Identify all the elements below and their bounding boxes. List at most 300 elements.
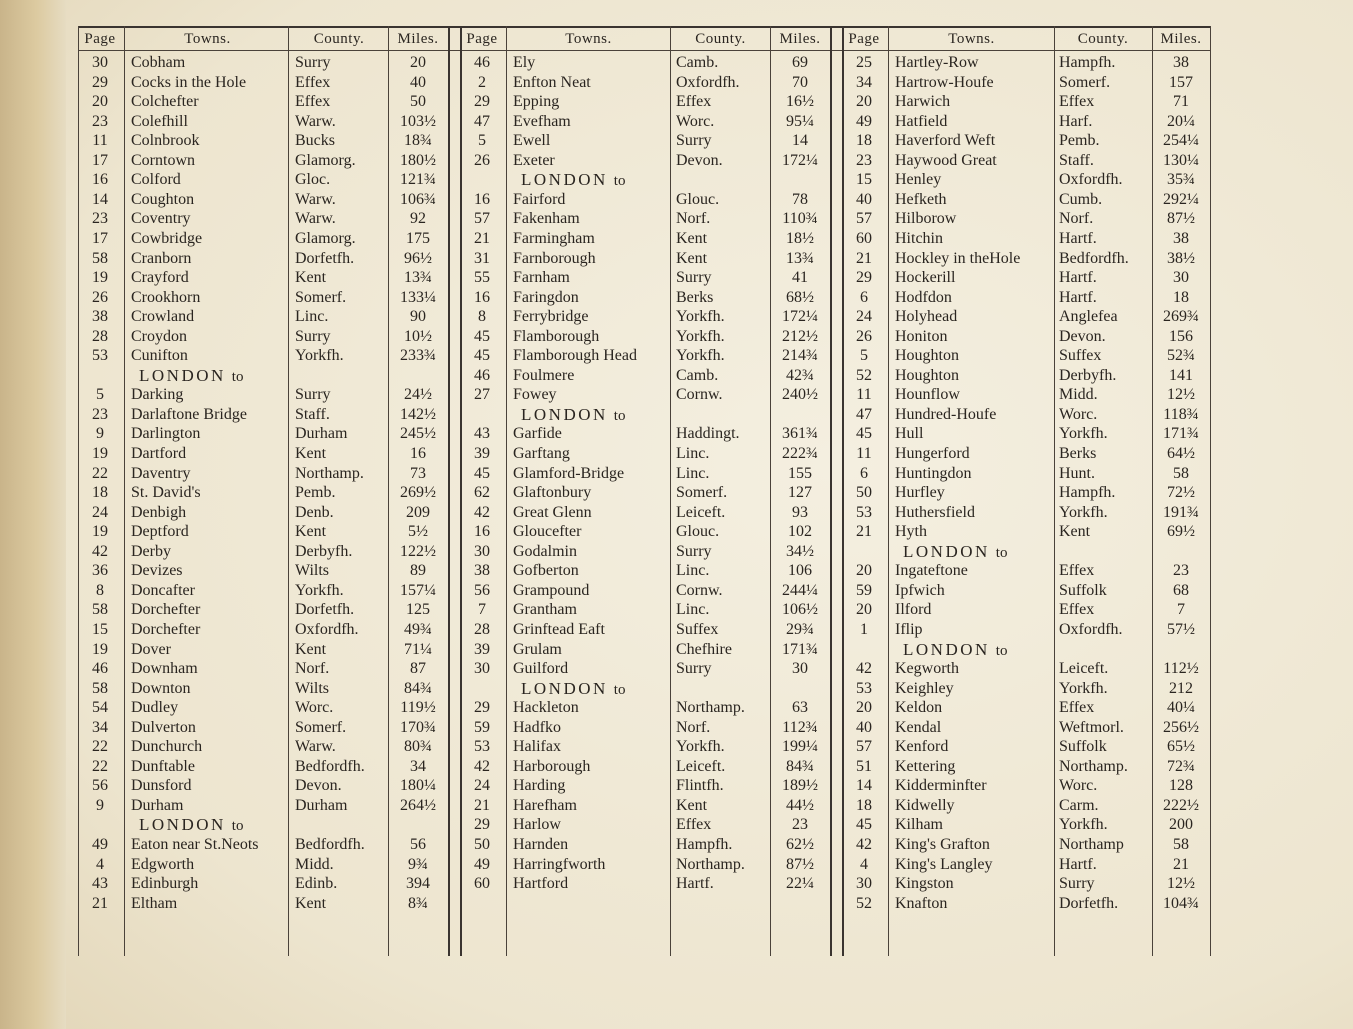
page-number: 30 — [474, 660, 490, 678]
county-name: Hunt. — [1059, 464, 1095, 482]
miles-value: 71 — [1173, 93, 1189, 111]
town-name: Grampound — [513, 581, 590, 599]
town-name: Epping — [513, 93, 560, 111]
miles-value: 21 — [1173, 855, 1189, 873]
page-number: 1 — [860, 620, 868, 638]
town-name: Kilham — [895, 816, 943, 834]
page-number: 52 — [856, 366, 872, 384]
miles-value: 200 — [1169, 816, 1193, 834]
miles-value: 112¾ — [782, 718, 818, 736]
page-number: 50 — [856, 484, 872, 502]
county-name: Wilts — [295, 562, 330, 580]
column-header-towns: Towns. — [565, 31, 612, 47]
table-row — [0, 73, 1353, 93]
miles-value: 65½ — [1167, 738, 1195, 756]
county-name: Linc. — [676, 601, 710, 619]
page-number: 39 — [474, 445, 490, 462]
table-row — [0, 855, 1353, 875]
county-name: Kent — [676, 249, 708, 267]
county-name: Kent — [1059, 523, 1091, 541]
miles-value: 80¾ — [404, 738, 432, 756]
county-name: Devon. — [1059, 327, 1106, 345]
miles-value: 10½ — [404, 327, 432, 345]
page-number: 18 — [856, 796, 872, 814]
page-number: 38 — [92, 308, 108, 326]
county-name: Warw. — [295, 112, 336, 130]
section-heading — [903, 541, 1007, 563]
county-name: Effex — [1059, 562, 1095, 580]
town-name: Holyhead — [895, 308, 958, 326]
page-number: 20 — [92, 93, 108, 111]
page-number: 23 — [92, 405, 108, 423]
page-number: 60 — [474, 875, 490, 893]
section-heading-label: LONDON — [903, 541, 990, 561]
town-name: Dunftable — [131, 757, 195, 775]
page-number: 9 — [96, 425, 104, 443]
town-name: Gloucefter — [513, 523, 582, 541]
miles-value: 12½ — [1167, 875, 1195, 893]
miles-value: 128 — [1169, 777, 1193, 795]
page-number: 52 — [856, 894, 872, 912]
miles-value: 73 — [410, 464, 426, 482]
page-number: 54 — [92, 699, 108, 717]
town-name: Glaftonbury — [513, 484, 592, 502]
section-heading — [903, 639, 1007, 661]
town-name: Doncafter — [131, 581, 195, 599]
page-number: 11 — [856, 445, 872, 462]
page-number: 15 — [92, 620, 108, 638]
table-row — [0, 659, 1353, 679]
section-heading-label: LONDON — [903, 639, 990, 659]
page-number: 11 — [92, 132, 108, 150]
town-name: Darlington — [131, 425, 201, 443]
miles-value: 127 — [788, 484, 812, 502]
county-name: Bedfordfh. — [295, 757, 365, 775]
page-number: 59 — [474, 718, 490, 736]
county-name: Kent — [295, 894, 327, 912]
section-heading-label: LONDON — [139, 815, 226, 835]
miles-value: 34½ — [786, 542, 814, 560]
county-name: Weftmorl. — [1059, 718, 1124, 736]
town-name: Dunsford — [131, 777, 192, 795]
town-name: Durham — [131, 796, 184, 814]
town-name: Kidderminfter — [895, 777, 987, 795]
county-name: Northamp. — [676, 855, 745, 873]
miles-value: 125 — [406, 601, 430, 619]
county-name: Devon. — [676, 151, 723, 169]
column-header-county: County. — [695, 31, 746, 47]
table-row — [0, 268, 1353, 288]
miles-value: 106½ — [782, 601, 818, 619]
miles-value: 256½ — [1163, 718, 1199, 736]
miles-value: 22¼ — [786, 875, 814, 893]
page-number: 58 — [92, 249, 108, 267]
table-row — [0, 346, 1353, 366]
county-name: Yorkfh. — [676, 738, 725, 756]
page-number: 16 — [474, 288, 490, 306]
page-number: 49 — [856, 112, 872, 130]
town-name: Hilborow — [895, 210, 957, 228]
town-name: Keldon — [895, 699, 943, 717]
county-name: Chefhire — [676, 640, 732, 658]
page-number: 47 — [856, 405, 872, 423]
county-name: Yorkfh. — [676, 308, 725, 326]
town-name: Harlow — [513, 816, 561, 834]
town-name: Kingston — [895, 875, 954, 893]
page-number: 55 — [474, 269, 490, 287]
page-number: 53 — [474, 738, 490, 756]
town-name: King's Langley — [895, 855, 993, 873]
county-name: Harf. — [1059, 112, 1093, 130]
town-name: Darlaftone Bridge — [131, 405, 247, 423]
town-name: Hackleton — [513, 699, 579, 717]
county-name: Yorkfh. — [1059, 503, 1108, 521]
page-number: 23 — [92, 210, 108, 228]
miles-value: 361¾ — [782, 425, 818, 443]
miles-value: 141 — [1169, 366, 1193, 384]
miles-value: 96½ — [404, 249, 432, 267]
page-number: 22 — [92, 464, 108, 482]
county-name: Leiceft. — [676, 757, 726, 775]
county-name: Glamorg. — [295, 229, 356, 247]
miles-value: 50 — [410, 93, 426, 111]
county-name: Yorkfh. — [676, 327, 725, 345]
town-name: Hyth — [895, 523, 927, 541]
town-name: Harnden — [513, 836, 569, 853]
page-number: 5 — [96, 386, 104, 404]
table-row — [0, 718, 1353, 738]
page-number: 26 — [92, 288, 108, 306]
miles-value: 7 — [1177, 601, 1185, 619]
town-name: Hitchin — [895, 229, 943, 247]
miles-value: 95¼ — [786, 112, 814, 130]
town-name: Downham — [131, 660, 198, 678]
column-header-towns: Towns. — [948, 31, 995, 47]
county-name: Oxfordfh. — [1059, 620, 1123, 638]
miles-value: 90 — [410, 308, 426, 326]
page-number: 34 — [92, 718, 108, 736]
county-name: Warw. — [295, 190, 336, 208]
town-name: Devizes — [131, 562, 183, 580]
page-number: 19 — [92, 523, 108, 541]
miles-value: 269½ — [400, 484, 436, 502]
page-number: 23 — [92, 112, 108, 130]
town-name: Edgworth — [131, 855, 195, 873]
town-name: Ely — [513, 54, 536, 71]
county-name: Derbyfh. — [295, 542, 353, 560]
town-name: Daventry — [131, 464, 191, 482]
town-name: Hounflow — [895, 386, 960, 404]
town-name: Denbigh — [131, 503, 187, 521]
page-number: 42 — [856, 660, 872, 678]
miles-value: 102 — [788, 523, 812, 541]
county-name: Somerf. — [295, 718, 347, 736]
miles-value: 157 — [1169, 73, 1193, 91]
section-heading-label: LONDON — [521, 170, 608, 190]
town-name: Great Glenn — [513, 503, 592, 521]
miles-value: 214¾ — [782, 347, 818, 365]
miles-value: 49¾ — [404, 620, 432, 638]
county-name: Effex — [676, 816, 712, 834]
miles-value: 172¼ — [782, 308, 818, 326]
page-number: 23 — [856, 151, 872, 169]
town-name: Cowbridge — [131, 229, 203, 247]
town-name: Grantham — [513, 601, 577, 619]
table-row — [0, 151, 1353, 171]
miles-value: 18¾ — [404, 132, 432, 150]
town-name: Crayford — [131, 269, 189, 287]
header-rule — [78, 50, 1210, 51]
table-row — [0, 53, 1353, 73]
town-name: Colefhill — [131, 112, 188, 130]
town-name: Farnborough — [513, 249, 596, 267]
town-name: Fakenham — [513, 210, 580, 228]
county-name: Berks — [676, 288, 714, 306]
miles-value: 12½ — [1167, 386, 1195, 404]
miles-value: 30 — [1173, 269, 1189, 287]
town-name: Henley — [895, 171, 942, 189]
page-number: 21 — [856, 523, 872, 541]
miles-value: 222½ — [1163, 796, 1199, 814]
miles-value: 78 — [792, 190, 808, 208]
miles-value: 16 — [410, 445, 426, 462]
town-name: Hefketh — [895, 190, 947, 208]
page-number: 16 — [474, 190, 490, 208]
county-name: Hampfh. — [1059, 54, 1116, 71]
table-row — [0, 581, 1353, 601]
table-row — [0, 131, 1353, 151]
page-number: 60 — [856, 229, 872, 247]
county-name: Linc. — [676, 562, 710, 580]
town-name: Hundred-Houfe — [895, 405, 997, 423]
county-name: Dorfetfh. — [295, 249, 355, 267]
miles-value: 64½ — [1167, 445, 1195, 462]
table-row — [0, 815, 1353, 835]
county-name: Haddingt. — [676, 425, 740, 443]
miles-value: 68 — [1173, 581, 1189, 599]
miles-value: 42¾ — [786, 366, 814, 384]
county-name: Linc. — [676, 445, 710, 462]
page-number: 42 — [92, 542, 108, 560]
table-row — [0, 600, 1353, 620]
town-name: Kegworth — [895, 660, 959, 678]
page-number: 45 — [474, 464, 490, 482]
county-name: Worc. — [676, 112, 715, 130]
page-number: 42 — [474, 503, 490, 521]
miles-value: 9¾ — [408, 855, 428, 873]
county-name: Glouc. — [676, 190, 720, 208]
miles-value: 29¾ — [786, 620, 814, 638]
county-name: Leiceft. — [676, 503, 726, 521]
county-name: Warw. — [295, 738, 336, 756]
table-row — [0, 385, 1353, 405]
page-number: 56 — [92, 777, 108, 795]
page-number: 28 — [474, 620, 490, 638]
county-name: Yorkfh. — [295, 347, 344, 365]
miles-value: 122½ — [400, 542, 436, 560]
table-row — [0, 405, 1353, 425]
miles-value: 84¾ — [786, 757, 814, 775]
page-number: 24 — [474, 777, 490, 795]
page-number: 56 — [474, 581, 490, 599]
town-name: Cocks in the Hole — [131, 73, 247, 91]
miles-value: 110¾ — [782, 210, 818, 228]
county-name: Cornw. — [676, 581, 723, 599]
miles-value: 41 — [792, 269, 808, 287]
county-name: Kent — [295, 269, 327, 287]
town-name: Eaton near St.Neots — [131, 836, 259, 853]
miles-value: 170¾ — [400, 718, 436, 736]
miles-value: 118¾ — [1163, 405, 1199, 423]
table-row — [0, 796, 1353, 816]
table-row — [0, 307, 1353, 327]
town-name: Flamborough Head — [513, 347, 637, 365]
page-number: 5 — [860, 347, 868, 365]
town-name: Halifax — [513, 738, 561, 756]
town-name: Harding — [513, 777, 566, 795]
miles-value: 245½ — [400, 425, 436, 443]
county-name: Norf. — [295, 660, 330, 678]
miles-value: 72½ — [1167, 484, 1195, 502]
county-name: Yorkfh. — [1059, 679, 1108, 697]
page-number: 49 — [92, 836, 108, 853]
county-name: Northamp. — [295, 464, 364, 482]
miles-value: 38 — [1173, 229, 1189, 247]
miles-value: 103½ — [400, 112, 436, 130]
county-name: Glouc. — [676, 523, 720, 541]
page-number: 34 — [856, 73, 872, 91]
miles-value: 157¼ — [400, 581, 436, 599]
column-header-miles: Miles. — [779, 31, 821, 47]
page-number: 21 — [474, 229, 490, 247]
page-number: 17 — [92, 151, 108, 169]
page-number: 53 — [856, 679, 872, 697]
section-heading-to: to — [231, 818, 244, 835]
column-header-page: Page — [84, 31, 116, 47]
page-number: 6 — [860, 288, 868, 306]
town-name: Dorchefter — [131, 601, 201, 619]
town-name: Crowland — [131, 308, 195, 326]
page-number: 43 — [474, 425, 490, 443]
town-name: Downton — [131, 679, 191, 697]
town-name: Cobham — [131, 54, 186, 71]
town-name: Dulverton — [131, 718, 196, 736]
page-number: 30 — [92, 54, 108, 71]
county-name: Kent — [295, 523, 327, 541]
miles-value: 104¾ — [1163, 894, 1199, 912]
county-name: Derbyfh. — [1059, 366, 1117, 384]
miles-value: 84¾ — [404, 679, 432, 697]
miles-value: 23 — [792, 816, 808, 834]
miles-value: 172¼ — [782, 151, 818, 169]
town-name: Evefham — [513, 112, 571, 130]
page-number: 21 — [856, 249, 872, 267]
county-name: Denb. — [295, 503, 334, 521]
town-name: Faringdon — [513, 288, 579, 306]
county-name: Hartf. — [1059, 288, 1097, 306]
county-name: Norf. — [676, 210, 711, 228]
page-number: 29 — [474, 699, 490, 717]
table-row — [0, 737, 1353, 757]
table-row — [0, 327, 1353, 347]
section-heading-to: to — [613, 681, 626, 698]
miles-value: 40 — [410, 73, 426, 91]
page-number: 42 — [474, 757, 490, 775]
miles-value: 13¾ — [404, 269, 432, 287]
miles-value: 121¾ — [400, 171, 436, 189]
miles-value: 69 — [792, 54, 808, 71]
page-number: 31 — [474, 249, 490, 267]
table-row — [0, 679, 1353, 699]
page-number: 58 — [92, 601, 108, 619]
county-name: Berks — [1059, 445, 1097, 462]
county-name: Wilts — [295, 679, 330, 697]
miles-value: 58 — [1173, 464, 1189, 482]
page-number: 30 — [856, 875, 872, 893]
page-number: 58 — [92, 679, 108, 697]
page-number: 45 — [856, 425, 872, 443]
town-name: Knafton — [895, 894, 948, 912]
section-heading-to: to — [613, 173, 626, 190]
town-name: Ipfwich — [895, 581, 945, 599]
town-name: Dunchurch — [131, 738, 203, 756]
town-name: Godalmin — [513, 542, 577, 560]
table-row — [0, 366, 1353, 386]
county-name: Bedfordfh. — [295, 836, 365, 853]
county-name: Northamp — [1059, 836, 1124, 853]
table-row — [0, 170, 1353, 190]
county-name: Surry — [676, 660, 712, 678]
miles-value: 155 — [788, 464, 812, 482]
table-row — [0, 483, 1353, 503]
table-row — [0, 522, 1353, 542]
miles-value: 34 — [410, 757, 426, 775]
town-name: Cunifton — [131, 347, 188, 365]
page-number: 40 — [856, 718, 872, 736]
table-row — [0, 776, 1353, 796]
county-name: Effex — [1059, 93, 1095, 111]
town-name: Haywood Great — [895, 151, 997, 169]
column-header-county: County. — [313, 31, 365, 47]
miles-value: 70 — [792, 73, 808, 91]
miles-value: 130¼ — [1163, 151, 1199, 169]
county-name: Somerf. — [676, 484, 728, 502]
miles-value: 44½ — [786, 796, 814, 814]
miles-value: 18½ — [786, 229, 814, 247]
town-name: Fowey — [513, 386, 557, 404]
section-heading-to: to — [613, 407, 626, 424]
column-header-page: Page — [848, 31, 880, 47]
miles-value: 292¼ — [1163, 190, 1199, 208]
county-name: Effex — [676, 93, 712, 111]
miles-value: 171¾ — [1163, 425, 1199, 443]
county-name: Worc. — [295, 699, 334, 717]
town-name: Garfide — [513, 425, 562, 443]
page-number: 16 — [474, 523, 490, 541]
miles-value: 93 — [792, 503, 808, 521]
county-name: Anglefea — [1059, 308, 1118, 326]
miles-value: 222¾ — [782, 445, 818, 462]
miles-value: 142½ — [400, 405, 436, 423]
page-number: 29 — [92, 73, 108, 91]
county-name: Hartf. — [1059, 855, 1097, 873]
town-name: Enfton Neat — [513, 73, 591, 91]
table-row — [0, 874, 1353, 894]
town-name: Flamborough — [513, 327, 600, 345]
county-name: Surry — [295, 327, 331, 345]
page-number: 26 — [474, 151, 490, 169]
town-name: Hungerford — [895, 445, 970, 462]
